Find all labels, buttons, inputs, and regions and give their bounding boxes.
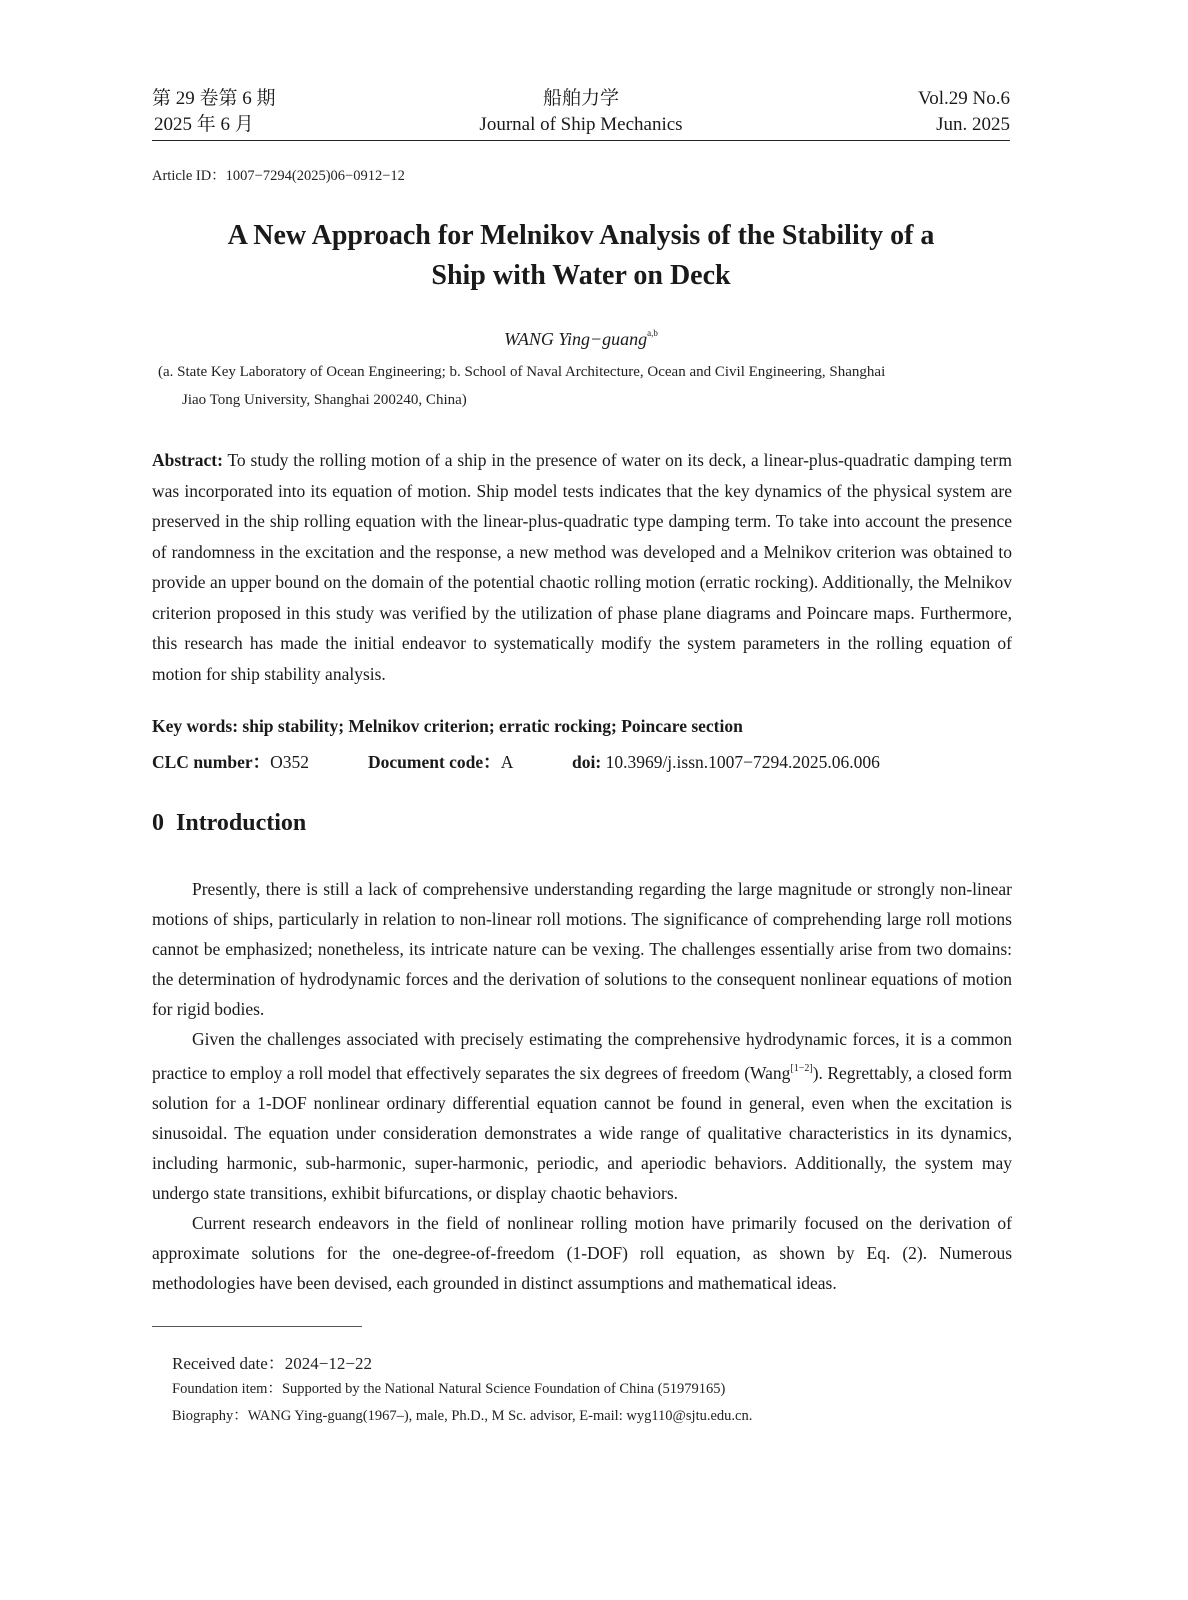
footnote-divider	[152, 1326, 362, 1327]
header-journal-en: Journal of Ship Mechanics	[479, 114, 683, 135]
doi-label: doi:	[572, 752, 602, 772]
paper-title-line2: Ship with Water on Deck	[431, 260, 731, 291]
header-journal-name	[152, 86, 1010, 138]
paper-title-line1: A New Approach for Melnikov Analysis of the Stability of a	[227, 220, 935, 251]
paper-title	[152, 216, 1010, 296]
doi-value: 10.3969/j.issn.1007−7294.2025.06.006	[605, 752, 880, 772]
document-code-value: A	[500, 752, 514, 772]
abstract-label: Abstract:	[152, 450, 223, 470]
header-journal-cn: 船舶力学	[542, 88, 619, 109]
author	[152, 328, 1010, 350]
abstract	[152, 445, 1012, 689]
paragraph: Current research endeavors in the field of nonlinear rolling motion have primarily focused on the derivation of approximate solutions for the one-degree-of-freedom (1-DOF) roll equation, as shown by Eq. (2). Numerous methodologies have been devised, each grounded in distinct assumptions and mathematical ideas.	[152, 1213, 1012, 1293]
section-heading: 0 Introduction	[152, 810, 307, 836]
classification-line	[152, 749, 880, 774]
received-date: Received date：2024−12−22	[172, 1354, 372, 1373]
journal-header	[152, 86, 1010, 141]
header-date-en: Jun. 2025	[936, 114, 1010, 135]
header-volume-info	[918, 86, 1010, 138]
header-volume-en: Vol.29 No.6	[917, 88, 1010, 109]
author-name: WANG Ying−guang	[504, 329, 648, 349]
citation-ref[interactable]: [1−2]	[790, 1063, 813, 1074]
clc-value: O352	[270, 752, 310, 772]
author-biography: Biography：WANG Ying-guang(1967–), male, Ph.D., M Sc. advisor, E-mail: wyg110@sjtu.edu.cn.	[172, 1408, 753, 1424]
document-code-label: Document code：	[368, 752, 501, 772]
abstract-text: To study the rolling motion of a ship in the presence of water on its deck, a linear-plus-quadratic damping term was incorporated into its equation of motion. Ship model tests indicates that the key dynamics of the physical system are preserved in the ship rolling equation with the linear-plus-quadratic type damping term. To take into account the presence of randomness in the excitation and the response, a new method was developed and a Melnikov criterion was obtained to provide an upper bound on the domain of the potential chaotic rolling motion (erratic rocking). Additionally, the Melnikov criterion proposed in this study was verified by the utilization of phase plane diagrams and Poincare maps. Furthermore, this research has made the initial endeavor to systematically modify the system parameters in the rolling equation of motion for ship stability analysis.	[152, 450, 1012, 684]
introduction-body	[152, 874, 1012, 1298]
paragraph-text: Given the challenges associated with precisely estimating the comprehensive hydrodynamic forces, it is a common practice to employ a roll model that effectively separates the six degrees of freedom (Wang	[152, 1029, 1012, 1083]
clc-label: CLC number：	[152, 752, 271, 772]
affiliation	[158, 358, 1008, 414]
header-volume-cn: 第 29 卷第 6 期	[152, 88, 276, 109]
affiliation-line1: (a. State Key Laboratory of Ocean Engineering; b. School of Naval Architecture, Ocean and Civil Engineering, Shanghai	[158, 364, 886, 380]
foundation-item: Foundation item：Supported by the National Natural Science Foundation of China (51979165)	[172, 1381, 726, 1397]
paragraph-text: ). Regrettably, a closed form solution for a 1-DOF nonlinear ordinary differential equation cannot be found in general, even when the excitation is sinusoidal. The equation under consideration demonstrates a wide range of qualitative characteristics in its dynamics, including harmonic, sub-harmonic, super-harmonic, periodic, and aperiodic behaviors. Additionally, the system may undergo state transitions, exhibit bifurcations, or display chaotic behaviors.	[152, 1063, 1013, 1203]
article-id: Article ID：1007−7294(2025)06−0912−12	[152, 168, 405, 184]
author-affiliation-marks: a,b	[647, 328, 658, 338]
affiliation-line2: Jiao Tong University, Shanghai 200240, China)	[182, 392, 467, 408]
paragraph: Presently, there is still a lack of comprehensive understanding regarding the large magnitude or strongly non-linear motions of ships, particularly in relation to non-linear roll motions. The significance of comprehending large roll motions cannot be emphasized; nonetheless, its intricate nature can be vexing. The challenges essentially arise from two domains: the determination of hydrodynamic forces and the derivation of solutions to the consequent nonlinear equations of motion for rigid bodies.	[152, 879, 1012, 1019]
paragraph	[152, 1024, 1012, 1208]
footnotes	[172, 1352, 752, 1430]
header-date-cn: 2025 年 6 月	[154, 114, 254, 135]
keywords: Key words: ship stability; Melnikov criterion; erratic rocking; Poincare section	[152, 716, 743, 736]
